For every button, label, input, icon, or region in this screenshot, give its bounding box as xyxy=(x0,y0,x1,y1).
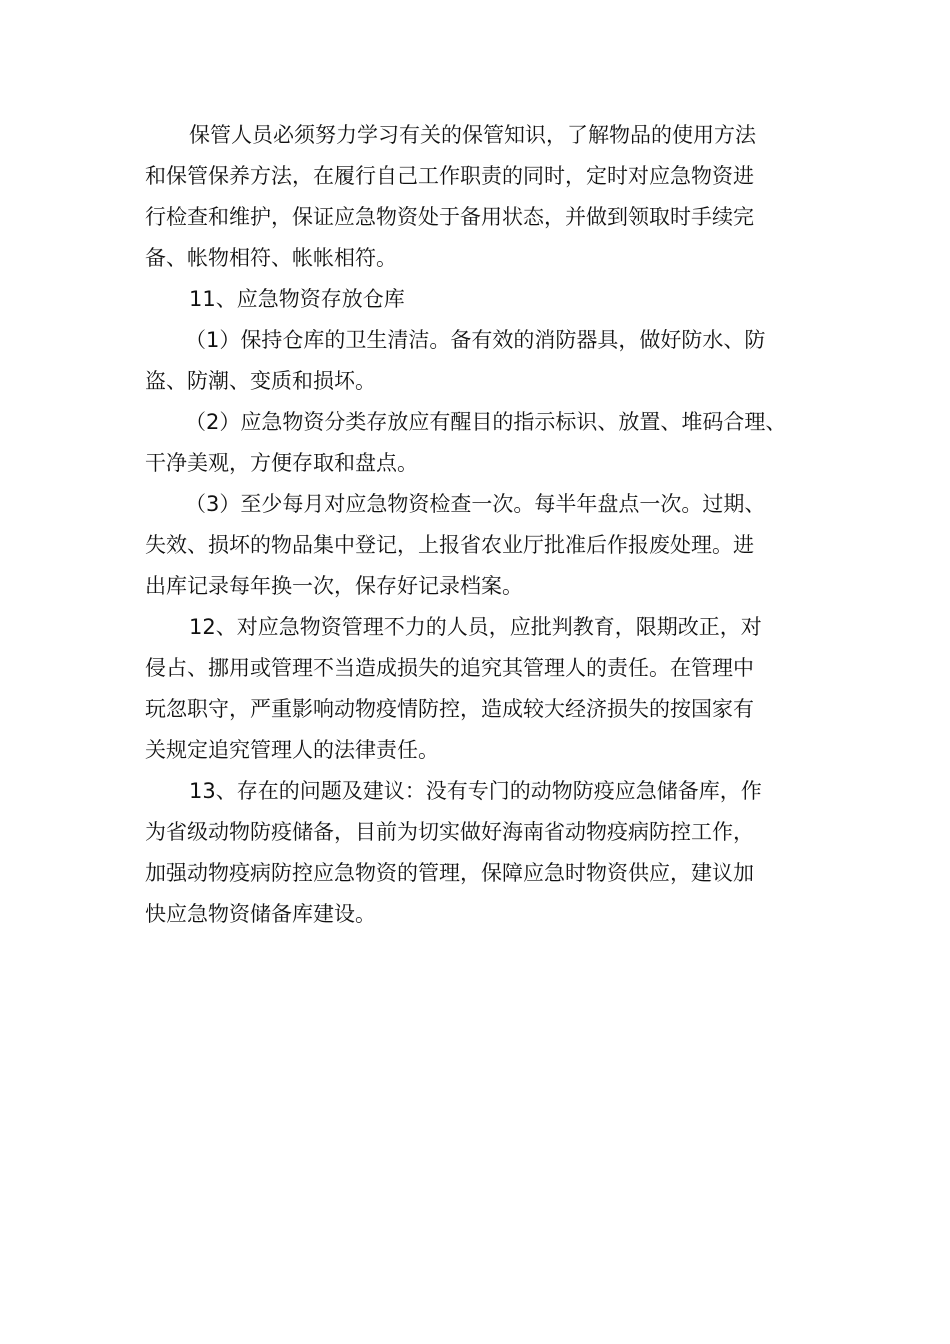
text-line: 侵占、挪用或管理不当造成损失的追究其管理人的责任。在管理中 xyxy=(145,656,754,680)
section-heading-11: 11、应急物资存放仓库 xyxy=(189,287,405,311)
text-line: （2）应急物资分类存放应有醒目的指示标识、放置、堆码合理、 xyxy=(185,410,787,434)
text-line: 和保管保养方法，在履行自己工作职责的同时，定时对应急物资进 xyxy=(145,164,754,188)
text-line: 出库记录每年换一次，保存好记录档案。 xyxy=(145,574,523,598)
text-line: 行检查和维护，保证应急物资处于备用状态，并做到领取时手续完 xyxy=(145,205,754,229)
text-line: 关规定追究管理人的法律责任。 xyxy=(145,738,439,762)
text-line: （1）保持仓库的卫生清洁。备有效的消防器具，做好防水、防 xyxy=(185,328,766,352)
text-line: 备、帐物相符、帐帐相符。 xyxy=(145,246,397,270)
text-line: 盗、防潮、变质和损坏。 xyxy=(145,369,376,393)
text-line: 干净美观，方便存取和盘点。 xyxy=(145,451,418,475)
text-line: 快应急物资储备库建设。 xyxy=(145,902,376,926)
section-12-line: 12、对应急物资管理不力的人员，应批判教育，限期改正，对 xyxy=(189,615,762,639)
section-13-line: 13、存在的问题及建议：没有专门的动物防疫应急储备库，作 xyxy=(189,779,762,803)
text-line: 为省级动物防疫储备，目前为切实做好海南省动物疫病防控工作， xyxy=(145,820,754,844)
text-line: （3）至少每月对应急物资检查一次。每半年盘点一次。过期、 xyxy=(185,492,766,516)
text-line: 失效、损坏的物品集中登记，上报省农业厅批准后作报废处理。进 xyxy=(145,533,754,557)
text-line: 玩忽职守，严重影响动物疫情防控，造成较大经济损失的按国家有 xyxy=(145,697,754,721)
document-body xyxy=(145,115,825,935)
text-line: 加强动物疫病防控应急物资的管理，保障应急时物资供应，建议加 xyxy=(145,861,754,885)
text-line: 保管人员必须努力学习有关的保管知识，了解物品的使用方法 xyxy=(189,123,756,147)
